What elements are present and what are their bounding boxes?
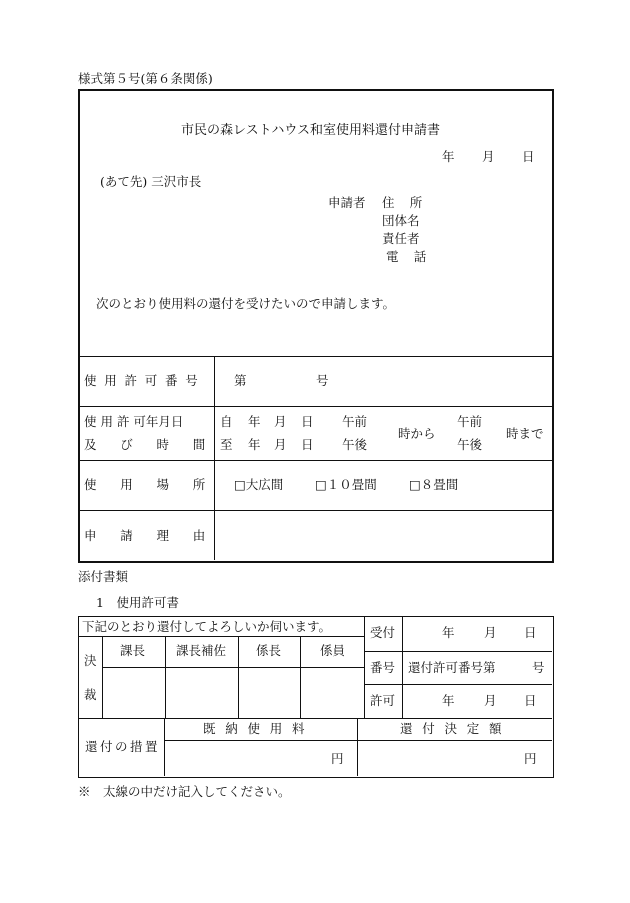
request-statement: 次のとおり使用料の還付を受けたいので申請します。 (96, 296, 396, 311)
role-assistant-chief: 課長補佐 (176, 643, 227, 658)
to-am: 午前 (457, 414, 483, 429)
date-day: 日 (522, 149, 535, 164)
divider (365, 684, 552, 685)
until-time-label: 時まで (506, 426, 544, 441)
role-section-chief: 課長 (120, 643, 146, 658)
divider (79, 718, 552, 719)
divider (79, 636, 365, 637)
divider (80, 510, 552, 511)
divider (80, 406, 552, 407)
receipt-day: 日 (524, 625, 537, 640)
from-month: 月 (274, 414, 287, 429)
form-number-label: 様式第５号(第６条関係) (78, 71, 213, 86)
to-label: 至 (220, 437, 233, 452)
addressee: (あて先) 三沢市長 (100, 174, 202, 189)
applicant-label: 申請者 (328, 195, 366, 210)
date-year: 年 (442, 149, 455, 164)
to-day: 日 (301, 437, 314, 452)
refund-permit-number-suffix: 号 (532, 660, 545, 675)
refund-measures-label: 還付の措置 (85, 739, 161, 754)
address-label: 住 所 (382, 195, 428, 210)
responsible-label: 責任者 (382, 231, 420, 246)
permit-day: 日 (524, 693, 537, 708)
attachment-item: 1 使用許可書 (96, 595, 179, 610)
divider (402, 617, 403, 718)
footnote: ※ 太線の中だけ記入してください。 (78, 784, 291, 799)
from-time-label: 時から (398, 426, 436, 441)
permit-date-label-line1: 使 用 許 可年月日 (84, 414, 184, 429)
divider (164, 718, 165, 776)
place-option-10-tatami[interactable]: □１０畳間 (315, 477, 377, 492)
refund-amount-yen: 円 (524, 751, 537, 766)
phone-label: 電 話 (386, 249, 432, 264)
refund-amount-label: 還付決定額 (400, 721, 512, 736)
date-month: 月 (482, 149, 495, 164)
divider (102, 636, 103, 718)
to-pm: 午後 (457, 437, 483, 452)
divider (80, 460, 552, 461)
kessai-char-1: 決 (84, 653, 97, 668)
permit-month: 月 (484, 693, 497, 708)
divider (300, 636, 301, 718)
to-month: 月 (274, 437, 287, 452)
form-title: 市民の森レストハウス和室使用料還付申請書 (181, 123, 440, 138)
paid-fee-yen: 円 (331, 751, 344, 766)
permit-year: 年 (442, 693, 455, 708)
divider (103, 667, 365, 668)
from-pm: 午後 (342, 437, 368, 452)
from-day: 日 (301, 414, 314, 429)
place-option-large-hall[interactable]: □大広間 (234, 477, 284, 492)
reason-field[interactable] (216, 512, 550, 558)
refund-permit-number: 還付許可番号第 (408, 660, 496, 675)
group-label: 団体名 (382, 213, 420, 228)
kessai-char-2: 裁 (84, 687, 97, 702)
approval-request-text: 下記のとおり還付してよろしいか伺います。 (82, 619, 332, 634)
permit-number-suffix: 号 (316, 373, 329, 388)
permit-label: 許可 (370, 693, 396, 708)
receipt-year: 年 (442, 625, 455, 640)
divider (165, 740, 552, 741)
attachments-heading: 添付書類 (78, 569, 129, 584)
receipt-label: 受付 (370, 625, 396, 640)
permit-date-label-line2: 及 び 時 間 (84, 437, 211, 452)
to-year: 年 (248, 437, 261, 452)
from-label: 自 (220, 414, 233, 429)
divider (365, 651, 552, 652)
divider (165, 636, 166, 718)
permit-number-label: 使用許可番号 (84, 373, 206, 388)
from-am: 午前 (342, 414, 368, 429)
permit-number-prefix: 第 (234, 373, 247, 388)
place-label: 使用場所 (84, 477, 230, 492)
paid-fee-label: 既納使用料 (203, 721, 315, 736)
number-label: 番号 (370, 660, 396, 675)
divider (80, 356, 552, 357)
receipt-month: 月 (484, 625, 497, 640)
role-staff: 係員 (320, 643, 346, 658)
from-year: 年 (248, 414, 261, 429)
reason-label: 申請理由 (84, 528, 230, 543)
divider (357, 718, 358, 776)
role-unit-chief: 係長 (256, 643, 282, 658)
divider (238, 636, 239, 718)
place-option-8-tatami[interactable]: □８畳間 (409, 477, 459, 492)
